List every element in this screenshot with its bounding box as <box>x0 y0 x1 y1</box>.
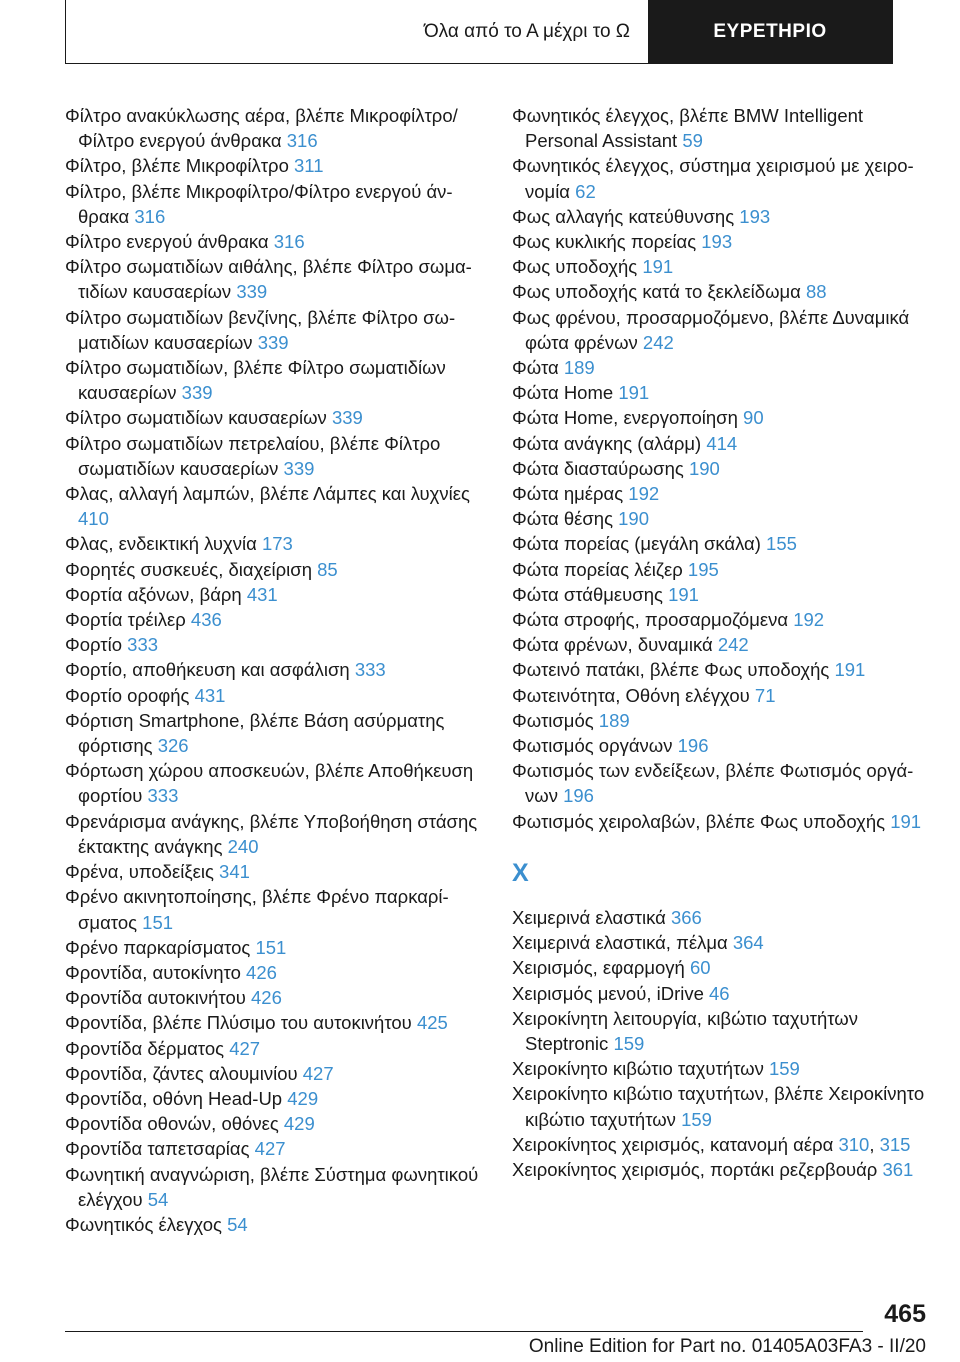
page-link[interactable]: 191 <box>668 583 699 605</box>
index-entry-term: Φωνητικός έλεγχος <box>65 1213 228 1235</box>
page-link[interactable]: 46 <box>709 982 730 1004</box>
index-entry <box>512 103 932 153</box>
page-link[interactable]: 151 <box>255 936 287 958</box>
index-entry-term: Φώτα πορείας (μεγάλη σκάλα) <box>512 533 767 555</box>
index-entry-term: Φωτεινότητα, Οθόνη ελέγχου <box>512 684 755 706</box>
page-link[interactable]: 339 <box>283 457 315 479</box>
index-entry <box>65 1036 485 1061</box>
index-entry-term: Φώτα διασταύρωσης <box>512 457 689 479</box>
index-entry <box>65 809 485 859</box>
index-entry-term: Φορτία αξόνων, βάρη <box>65 583 247 605</box>
index-entry-term: Χειρισμός μενού, iDrive <box>512 982 710 1004</box>
page-link[interactable]: 326 <box>157 735 189 757</box>
page-link[interactable]: 191 <box>642 256 674 278</box>
index-entry <box>512 809 932 834</box>
page-link[interactable]: 189 <box>563 357 595 379</box>
index-entry <box>65 1136 485 1161</box>
page-link[interactable]: 315 <box>879 1133 911 1155</box>
page-link[interactable]: 242 <box>717 634 749 656</box>
index-entry <box>512 955 932 980</box>
page-link[interactable]: 159 <box>681 1108 712 1130</box>
page-link[interactable]: 361 <box>882 1158 914 1180</box>
page-link[interactable]: 341 <box>219 861 250 883</box>
index-entry <box>512 607 932 632</box>
index-entry-term: Φροντίδα, ζάντες αλουμινίου <box>65 1062 303 1084</box>
index-entry <box>512 1132 932 1157</box>
index-entry <box>65 153 485 178</box>
index-entry <box>65 1212 485 1237</box>
page-link[interactable]: 195 <box>687 558 719 580</box>
index-group-phi <box>512 103 932 834</box>
page-link[interactable]: 90 <box>743 407 764 429</box>
section-letter: X <box>512 858 529 887</box>
tab-index[interactable]: ΕΥΡΕΤΗΡΙΟ <box>648 0 892 63</box>
page-link[interactable]: 425 <box>416 1012 448 1034</box>
page-link[interactable]: 151 <box>142 911 174 933</box>
index-entry-term: Φώτα θέσης <box>512 508 619 530</box>
index-entry <box>512 708 932 733</box>
index-entry <box>512 1081 932 1131</box>
page-link[interactable]: 240 <box>227 835 259 857</box>
index-entry <box>512 733 932 758</box>
index-entry-term: Φορτίο, αποθήκευση και ασφάλιση <box>65 659 355 681</box>
tab-a-to-z[interactable]: Όλα από το Α μέχρι το Ω <box>423 20 630 42</box>
index-entry-term: Φως υποδοχής κατά το ξεκλείδωμα <box>512 281 807 303</box>
page-link[interactable]: 190 <box>618 508 649 530</box>
index-entry <box>512 905 932 930</box>
index-entry <box>65 431 485 481</box>
index-entry <box>65 1162 485 1212</box>
page-link[interactable]: 339 <box>236 281 268 303</box>
page-link[interactable]: 62 <box>575 180 596 202</box>
index-entry-term: Φωτεινό πατάκι, βλέπε Φως υποδοχής <box>512 659 835 681</box>
page-link[interactable]: 427 <box>229 1037 261 1059</box>
index-entry <box>65 481 485 531</box>
page-link[interactable]: 59 <box>682 130 703 152</box>
index-entry-term: Χειμερινά ελαστικά <box>512 906 671 928</box>
page-link[interactable]: 339 <box>257 331 289 353</box>
page-link[interactable]: 311 <box>294 155 324 177</box>
index-entry <box>512 204 932 229</box>
index-entry-term: Φίλτρο, βλέπε Μικροφίλτρο/Φίλτρο ενεργού άνθρακα <box>65 180 453 227</box>
index-entry-term: Φώτα φρένων, δυναμικά <box>512 634 718 656</box>
index-entry-term: Φωτισμός <box>512 709 599 731</box>
index-entry <box>512 657 932 682</box>
index-entry-term: Χειροκίνητο κιβώτιο ταχυτήτων, βλέπε Χειροκίνητο κιβώτιο ταχυτήτων <box>512 1083 925 1130</box>
index-entry-term: Χειρισμός, εφαρμογή <box>512 957 690 979</box>
page-link[interactable]: 366 <box>670 906 702 928</box>
index-entry-term: Φως κυκλικής πορείας <box>512 231 702 253</box>
page-link[interactable]: 364 <box>732 932 764 954</box>
page-link[interactable]: 159 <box>613 1032 645 1054</box>
index-entry <box>65 960 485 985</box>
index-entry-term: Φροντίδα, αυτοκίνητο <box>65 961 247 983</box>
index-entry <box>512 431 932 456</box>
index-entry-term: Φως φρένου, προσαρμοζόμενο, βλέπε Δυναμικά φώτα φρένων <box>512 306 910 353</box>
index-entry <box>512 153 932 203</box>
index-entry-term: Φροντίδα ταπετσαρίας <box>65 1138 255 1160</box>
index-entry-term: Φροντίδα οθονών, οθόνες <box>65 1113 284 1135</box>
page-link[interactable]: 196 <box>563 785 594 807</box>
index-entry-term: Φίλτρο σωματιδίων, βλέπε Φίλτρο σωματιδίων καυσαερίων <box>65 357 446 404</box>
index-entry <box>65 179 485 229</box>
header-bar <box>65 0 893 64</box>
index-entry <box>65 305 485 355</box>
index-entry-term: Φίλτρο ανακύκλωσης αέρα, βλέπε Μικροφίλτρο/Φίλτρο ενεργού άνθρακα <box>65 105 458 152</box>
page-link[interactable]: 192 <box>793 609 825 631</box>
index-entry <box>512 758 932 808</box>
index-entry <box>512 632 932 657</box>
index-entry <box>65 758 485 808</box>
index-entry-term: Φίλτρο σωματιδίων πετρελαίου, βλέπε Φίλτρο σωματιδίων καυσαερίων <box>65 432 441 479</box>
index-entry <box>512 254 932 279</box>
index-entry <box>512 981 932 1006</box>
index-entry <box>65 935 485 960</box>
page-link[interactable]: 410 <box>78 508 109 530</box>
page-link[interactable]: 192 <box>628 483 660 505</box>
page-link[interactable]: 54 <box>147 1188 169 1210</box>
index-entry-term: Φώτα ανάγκης (αλάρμ) <box>512 432 707 454</box>
index-entry <box>512 1056 932 1081</box>
index-entry <box>512 1157 932 1182</box>
page-link[interactable]: 88 <box>806 281 827 303</box>
page-link[interactable]: 431 <box>246 583 278 605</box>
index-entry-term: Φώτα πορείας λέιζερ <box>512 558 688 580</box>
page-link[interactable]: 429 <box>287 1087 319 1109</box>
index-entry-term: Φώτα στροφής, προσαρμοζόμενα <box>512 609 794 631</box>
page-link[interactable]: 190 <box>688 457 720 479</box>
page-link[interactable]: 316 <box>273 231 305 253</box>
index-entry <box>512 1006 932 1056</box>
index-entry-term: Φώτα ημέρας <box>512 483 629 505</box>
index-entry <box>65 103 485 153</box>
index-entry <box>512 229 932 254</box>
page-link[interactable]: 54 <box>227 1213 248 1235</box>
index-entry <box>65 859 485 884</box>
page-link[interactable]: 427 <box>302 1062 334 1084</box>
index-entry-term: Φώτα <box>512 357 564 379</box>
index-entry <box>512 380 932 405</box>
index-entry <box>512 683 932 708</box>
index-entry-term: Φώτα Home, ενεργοποίηση <box>512 407 744 429</box>
page-link[interactable]: 191 <box>890 810 922 832</box>
edition-label: Online Edition for Part no. 01405A03FA3 - II/20 <box>528 1336 926 1357</box>
page-link[interactable]: 333 <box>354 659 386 681</box>
index-entry-term: Φορητές συσκευές, διαχείριση <box>65 558 318 580</box>
index-entry-term: Φλας, αλλαγή λαμπών, βλέπε Λάμπες και λυχνίες <box>65 483 470 505</box>
index-entry-term: Φίλτρο, βλέπε Μικροφίλτρο <box>65 155 295 177</box>
index-entry-term: Φως αλλαγής κατεύθυνσης <box>512 205 740 227</box>
index-entry-term: Φορτίο <box>65 634 128 656</box>
page-link[interactable]: 191 <box>834 659 866 681</box>
page-link[interactable]: 85 <box>317 558 338 580</box>
page-link[interactable]: 333 <box>127 634 159 656</box>
index-group-chi <box>512 905 932 1182</box>
page-link[interactable]: 173 <box>261 533 293 555</box>
index-entry-term: Φρενάρισμα ανάγκης, βλέπε Υποβοήθηση στάσης έκτακτης ανάγκης <box>65 810 478 857</box>
index-entry-term: Φωνητική αναγνώριση, βλέπε Σύστημα φωνητικού ελέγχου <box>65 1163 479 1210</box>
page-link[interactable]: 339 <box>331 407 363 429</box>
index-entry <box>65 557 485 582</box>
index-entry-term: Φροντίδα δέρματος <box>65 1037 230 1059</box>
page-link[interactable]: 429 <box>283 1113 315 1135</box>
page-link[interactable]: 191 <box>618 382 650 404</box>
index-entry <box>65 531 485 556</box>
page-link[interactable]: 436 <box>190 609 222 631</box>
index-entry-term: Χειροκίνητος χειρισμός, κατανομή αέρα <box>512 1133 839 1155</box>
index-entry-term: Φως υποδοχής <box>512 256 643 278</box>
page-separator: , <box>869 1133 880 1155</box>
page-link[interactable]: 316 <box>286 130 318 152</box>
index-entry-term: Φορτίο οροφής <box>65 684 195 706</box>
index-entry-term: Φλας, ενδεικτική λυχνία <box>65 533 262 555</box>
index-entry <box>65 254 485 304</box>
index-entry <box>65 985 485 1010</box>
index-entry <box>65 1061 485 1086</box>
index-entry <box>512 582 932 607</box>
index-entry-term: Χειροκίνητο κιβώτιο ταχυτήτων <box>512 1058 769 1080</box>
index-entry-term: Φόρτιση Smartphone, βλέπε Βάση ασύρματης φόρτισης <box>65 709 445 757</box>
index-entry <box>512 355 932 380</box>
footer-divider <box>65 1331 863 1332</box>
index-entry-term: Φωτισμός των ενδείξεων, βλέπε Φωτισμός οργάνων <box>512 760 914 807</box>
index-entry-term: Χειροκίνητος χειρισμός, πορτάκι ρεζερβουάρ <box>512 1158 883 1180</box>
index-entry <box>512 456 932 481</box>
index-entry-term: Φωνητικός έλεγχος, σύστημα χειρισμού με χειρονομία <box>512 155 914 202</box>
page-link[interactable]: 426 <box>251 987 282 1009</box>
index-entry <box>65 1111 485 1136</box>
index-entry <box>65 1086 485 1111</box>
index-entry <box>512 531 932 556</box>
index-entry-term: Φώτα Home <box>512 382 619 404</box>
page-link[interactable]: 155 <box>766 533 797 555</box>
index-entry-term: Φρένο παρκαρίσματος <box>65 936 256 958</box>
index-column-left <box>65 103 485 1237</box>
page-link[interactable]: 60 <box>689 957 711 979</box>
index-entry-term: Φρένα, υποδείξεις <box>65 861 220 883</box>
index-entry <box>65 1010 485 1035</box>
index-entry-term: Φωνητικός έλεγχος, βλέπε BMW Intelligent Personal Assistant <box>512 105 864 152</box>
page-link[interactable]: 189 <box>598 709 630 731</box>
index-entry <box>65 708 485 758</box>
index-entry-term: Φροντίδα, οθόνη Head-Up <box>65 1087 288 1109</box>
page-number: 465 <box>884 1300 926 1328</box>
page-link[interactable]: 71 <box>754 684 776 706</box>
index-entry-term: Φροντίδα, βλέπε Πλύσιμο του αυτοκινήτου <box>65 1012 417 1034</box>
index-entry-term: Χειροκίνητη λειτουργία, κιβώτιο ταχυτήτων Steptronic <box>512 1007 858 1054</box>
page-link[interactable]: 159 <box>768 1058 800 1080</box>
page-link[interactable]: 193 <box>739 205 771 227</box>
page-link[interactable]: 414 <box>706 432 738 454</box>
page-link[interactable]: 426 <box>246 961 277 983</box>
index-entry-term: Φόρτωση χώρου αποσκευών, βλέπε Αποθήκευση φορτίου <box>65 760 474 807</box>
index-entry <box>512 481 932 506</box>
index-entry-term: Φρένο ακινητοποίησης, βλέπε Φρένο παρκαρίσματος <box>65 886 449 933</box>
index-entry <box>512 930 932 955</box>
index-entry <box>65 632 485 657</box>
index-entry <box>65 607 485 632</box>
index-entry <box>512 506 932 531</box>
page-link[interactable]: 196 <box>677 735 709 757</box>
page-link[interactable]: 242 <box>642 331 674 353</box>
index-entry-term: Φωτισμός χειρολαβών, βλέπε Φως υποδοχής <box>512 810 891 832</box>
index-entry <box>65 229 485 254</box>
index-entry-term: Φίλτρο σωματιδίων αιθάλης, βλέπε Φίλτρο σωματιδίων καυσαερίων <box>65 256 472 303</box>
index-entry-term: Φίλτρο σωματιδίων βενζίνης, βλέπε Φίλτρο σωματιδίων καυσαερίων <box>65 306 456 353</box>
index-entry-term: Φώτα στάθμευσης <box>512 583 669 605</box>
index-entry-term: Φωτισμός οργάνων <box>512 735 678 757</box>
index-column-right <box>512 103 932 1182</box>
page-link[interactable]: 333 <box>147 785 179 807</box>
index-entry <box>512 305 932 355</box>
index-entry <box>65 405 485 430</box>
page-link[interactable]: 316 <box>134 205 166 227</box>
index-entry <box>65 355 485 405</box>
page-link[interactable]: 310 <box>838 1133 870 1155</box>
index-entry <box>512 279 932 304</box>
page-link[interactable]: 193 <box>701 231 733 253</box>
index-entry <box>65 657 485 682</box>
page-link[interactable]: 427 <box>254 1138 286 1160</box>
index-entry <box>512 557 932 582</box>
index-entry <box>65 884 485 934</box>
index-entry <box>65 683 485 708</box>
page-link[interactable]: 431 <box>194 684 226 706</box>
index-entry-term: Φορτία τρέιλερ <box>65 609 191 631</box>
index-entry <box>65 582 485 607</box>
index-entry <box>512 405 932 430</box>
index-entry-term: Φίλτρο ενεργού άνθρακα <box>65 231 274 253</box>
index-entry-term: Φίλτρο σωματιδίων καυσαερίων <box>65 407 332 429</box>
page-link[interactable]: 339 <box>181 382 213 404</box>
index-entry-term: Φροντίδα αυτοκινήτου <box>65 987 252 1009</box>
index-entry-term: Χειμερινά ελαστικά, πέλμα <box>512 932 733 954</box>
